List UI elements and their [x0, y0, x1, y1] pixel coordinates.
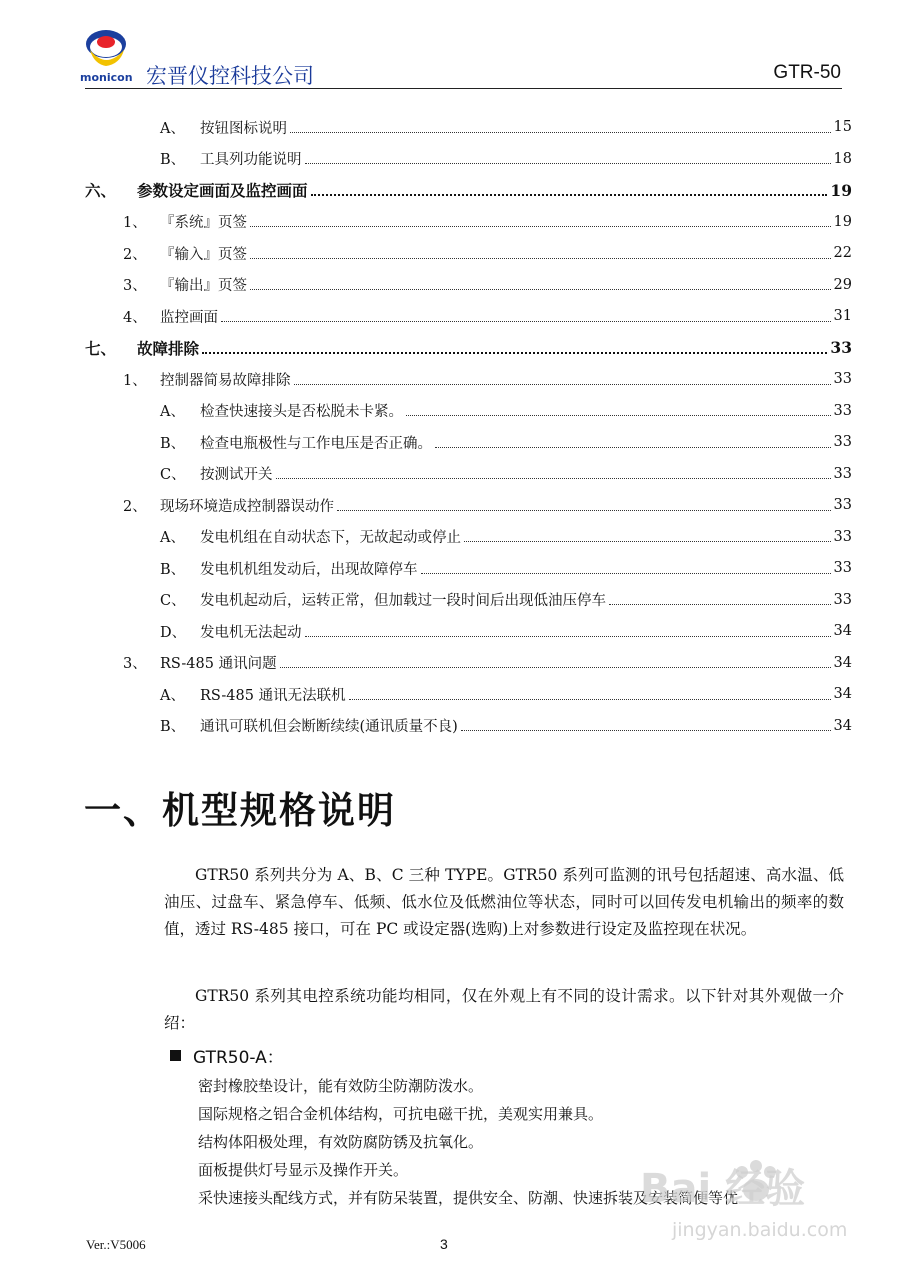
toc-row[interactable] [123, 207, 852, 237]
toc-leader-dots [461, 730, 831, 731]
toc-page-number: 33 [830, 338, 852, 357]
toc-leader-dots [250, 226, 831, 227]
toc-page-number: 33 [833, 560, 852, 576]
toc-number: 1、 [123, 372, 147, 389]
toc-title: RS-485 通讯无法联机 [200, 687, 346, 704]
toc-leader-dots [290, 132, 831, 133]
toc-title: 工具列功能说明 [200, 152, 302, 168]
toc-number: A、 [160, 530, 185, 546]
feature-item: 结构体阳极处理，有效防腐防锈及抗氧化。 [198, 1133, 484, 1151]
toc-title: 故障排除 [137, 338, 200, 358]
toc-leader-dots [221, 321, 831, 322]
footer-page-number: 3 [440, 1236, 448, 1252]
toc-leader-dots [305, 636, 831, 637]
toc-leader-dots [311, 194, 828, 196]
toc-title: RS-485 通讯问题 [160, 656, 277, 672]
toc-title: 通讯可联机但会断断续续(通讯质量不良) [200, 719, 458, 735]
toc-number: 2、 [123, 246, 147, 263]
toc-title: 『输入』页签 [160, 246, 247, 263]
toc-leader-dots [609, 604, 831, 605]
intro-paragraph: GTR50 系列共分为 A、B、C 三种 TYPE。GTR50 系列可监测的讯号包括超速、高水温、低油压、过盘车、紧急停车、低频、低水位及低燃油位等状态，同时可以回传发电机输出的频率的数值，透过 RS-485 接口，可在 PC 或设定器(选购)上对参数进行设定及监控现在状况。 [164, 866, 844, 938]
toc-title: 发电机机组发动后，出现故障停车 [200, 561, 418, 578]
toc-page-number: 34 [833, 654, 852, 671]
feature-item: 密封橡胶垫设计，能有效防尘防潮防泼水。 [198, 1077, 484, 1095]
toc-title: 检查电瓶极性与工作电压是否正确。 [200, 435, 432, 452]
toc-leader-dots [280, 667, 831, 668]
toc-row[interactable] [160, 396, 852, 426]
toc-row[interactable] [160, 553, 852, 583]
toc-row[interactable] [123, 238, 852, 268]
toc-page-number: 33 [833, 434, 852, 450]
toc-number: B、 [160, 561, 186, 578]
toc-page-number: 33 [833, 528, 852, 545]
toc-row[interactable] [160, 616, 852, 646]
toc-row[interactable] [85, 333, 852, 363]
toc-title: 按钮图标说明 [200, 120, 287, 137]
toc-number: B、 [160, 719, 186, 735]
toc-title: 发电机无法起动 [200, 624, 302, 641]
toc-page-number: 33 [833, 465, 852, 482]
toc-leader-dots [276, 478, 831, 479]
toc-number: 3、 [123, 656, 147, 672]
square-bullet-icon [170, 1050, 181, 1061]
toc-number: B、 [160, 152, 186, 168]
footer-version: Ver.:V5006 [86, 1237, 146, 1252]
toc-row[interactable] [160, 679, 852, 709]
toc-page-number: 31 [833, 308, 852, 324]
toc-title: 现场环境造成控制器误动作 [160, 498, 334, 515]
toc-number: 七、 [85, 338, 117, 358]
toc-number: 3、 [123, 278, 147, 294]
toc-leader-dots [250, 289, 831, 290]
toc-leader-dots [435, 447, 831, 448]
second-paragraph: GTR50 系列其电控系统功能均相同，仅在外观上有不同的设计需求。以下针对其外观做一介绍： [164, 987, 844, 1032]
toc-title: 发电机起动后，运转正常，但加载过一段时间后出现低油压停车 [200, 593, 606, 609]
section-heading: 一、机型规格说明 [84, 789, 396, 832]
toc-page-number: 34 [833, 717, 852, 734]
toc-row[interactable] [123, 270, 852, 300]
toc-title: 『输出』页签 [160, 278, 247, 294]
toc-title: 监控画面 [160, 309, 218, 326]
toc-number: A、 [160, 120, 185, 137]
toc-page-number: 34 [833, 686, 852, 702]
toc-number: B、 [160, 435, 186, 452]
toc-leader-dots [305, 163, 831, 164]
toc-number: 1、 [123, 215, 147, 231]
toc-title: 发电机组在自动状态下，无故起动或停止 [200, 530, 461, 546]
toc-page-number: 33 [833, 591, 852, 608]
toc-page-number: 29 [833, 276, 852, 293]
header-rule [85, 88, 842, 89]
toc-page-number: 18 [833, 150, 852, 167]
page-header [0, 0, 905, 100]
toc-page-number: 34 [833, 623, 852, 639]
toc-page-number: 19 [830, 180, 852, 200]
company-name: 宏晋仪控科技公司 [146, 64, 314, 88]
toc-number: 2、 [123, 498, 147, 515]
logo-text: monicon [80, 71, 133, 84]
toc-row[interactable] [160, 112, 852, 142]
bullet-heading [170, 1043, 284, 1068]
toc-leader-dots [250, 258, 831, 259]
toc-row[interactable] [123, 490, 852, 520]
toc-number: 六、 [85, 181, 117, 200]
model-name: GTR-50 [773, 62, 841, 83]
toc-leader-dots [464, 541, 831, 542]
toc-row[interactable] [123, 364, 852, 394]
toc-leader-dots [202, 352, 827, 354]
company-logo [80, 24, 142, 84]
toc-leader-dots [406, 415, 831, 416]
feature-item: 国际规格之铝合金机体结构，可抗电磁干扰，美观实用兼具。 [198, 1105, 604, 1123]
toc-page-number: 33 [833, 497, 852, 513]
toc-row[interactable] [160, 585, 852, 615]
toc-number: C、 [160, 467, 186, 483]
toc-title: 按测试开关 [200, 467, 273, 483]
toc-page-number: 22 [833, 245, 852, 261]
toc-page-number: 15 [833, 119, 852, 135]
toc-row[interactable] [160, 711, 852, 741]
toc-page-number: 33 [833, 402, 852, 419]
toc-row[interactable] [160, 522, 852, 552]
toc-number: A、 [160, 687, 185, 704]
toc-number: 4、 [123, 309, 147, 326]
watermark-brand: Bai 经验 [640, 1166, 806, 1212]
toc-page-number: 33 [833, 371, 852, 387]
toc-title: 控制器简易故障排除 [160, 372, 291, 389]
toc-page-number: 19 [833, 213, 852, 230]
toc-row[interactable] [160, 144, 852, 174]
toc-number: C、 [160, 593, 186, 609]
toc-row[interactable] [85, 175, 852, 205]
toc-leader-dots [421, 573, 831, 574]
toc-leader-dots [337, 510, 831, 511]
watermark-url: jingyan.baidu.com [672, 1219, 848, 1241]
toc-number: D、 [160, 624, 187, 641]
toc-row[interactable] [160, 427, 852, 457]
feature-item: 面板提供灯号显示及操作开关。 [198, 1161, 409, 1179]
toc-leader-dots [294, 384, 831, 385]
toc-number: A、 [160, 404, 185, 420]
bullet-title: GTR50-A： [193, 1048, 284, 1068]
toc-title: 检查快速接头是否松脱未卡紧。 [200, 404, 403, 420]
toc-leader-dots [349, 699, 831, 700]
feature-item: 采快速接头配线方式，并有防呆装置，提供安全、防潮、快速拆装及安装简便等优 [198, 1189, 739, 1207]
toc-row[interactable] [160, 459, 852, 489]
baidu-watermark [630, 1150, 850, 1245]
toc-title: 『系统』页签 [160, 215, 247, 231]
toc-row[interactable] [123, 301, 852, 331]
toc-row[interactable] [123, 648, 852, 678]
toc-title: 参数设定画面及监控画面 [137, 181, 308, 200]
